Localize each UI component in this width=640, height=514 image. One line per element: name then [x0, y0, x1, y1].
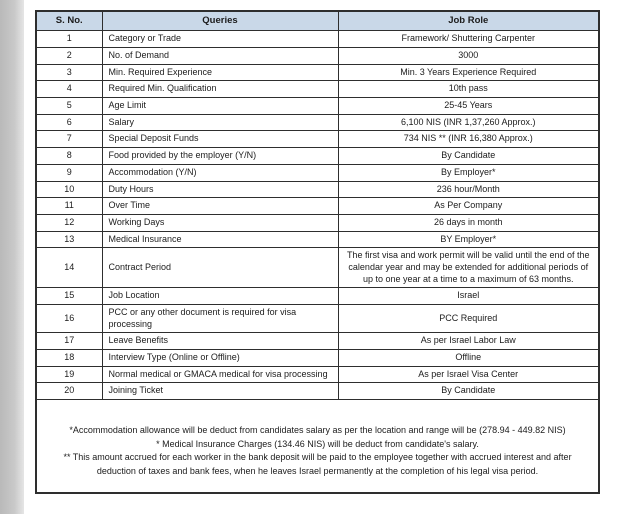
row-job-role-value: By Employer*	[338, 164, 599, 181]
row-query: Category or Trade	[102, 31, 338, 48]
table-row	[36, 48, 599, 65]
row-job-role-value: BY Employer*	[338, 231, 599, 248]
row-query: Salary	[102, 114, 338, 131]
row-query: Interview Type (Online or Offline)	[102, 350, 338, 367]
row-query: No. of Demand	[102, 48, 338, 65]
row-job-role-value: As Per Company	[338, 198, 599, 215]
column-header-sno: S. No.	[36, 11, 102, 31]
row-serial-number: 13	[36, 231, 102, 248]
row-serial-number: 19	[36, 366, 102, 383]
row-serial-number: 4	[36, 81, 102, 98]
row-serial-number: 10	[36, 181, 102, 198]
table-row	[36, 366, 599, 383]
row-query: Medical Insurance	[102, 231, 338, 248]
row-query: PCC or any other document is required for visa processing	[102, 305, 338, 333]
footnote-medical-insurance: * Medical Insurance Charges (134.46 NIS) will be deduct from candidate's salary.	[156, 438, 479, 449]
row-query: Duty Hours	[102, 181, 338, 198]
row-serial-number: 6	[36, 114, 102, 131]
table-header	[36, 11, 599, 31]
row-job-role-value: By Candidate	[338, 383, 599, 400]
row-serial-number: 9	[36, 164, 102, 181]
row-job-role-value: Offline	[338, 350, 599, 367]
row-serial-number: 12	[36, 214, 102, 231]
row-job-role-value: 6,100 NIS (INR 1,37,260 Approx.)	[338, 114, 599, 131]
row-serial-number: 2	[36, 48, 102, 65]
row-job-role-value: 25-45 Years	[338, 98, 599, 115]
row-job-role-value: PCC Required	[338, 305, 599, 333]
row-query: Contract Period	[102, 248, 338, 288]
row-job-role-value: 236 hour/Month	[338, 181, 599, 198]
table-row	[36, 231, 599, 248]
row-serial-number: 18	[36, 350, 102, 367]
document-page	[24, 0, 640, 514]
row-job-role-value: As per Israel Visa Center	[338, 366, 599, 383]
table-row	[36, 164, 599, 181]
table-row	[36, 148, 599, 165]
table-row	[36, 214, 599, 231]
row-job-role-value: By Candidate	[338, 148, 599, 165]
footnotes-row	[36, 400, 599, 494]
footnote-deposit-refund: ** This amount accrued for each worker in the bank deposit will be paid to the employee together with accrued interest and after deduction of taxes and bank fees, when he leaves Israel permanently at the completion of his legal visa period.	[63, 452, 572, 476]
row-serial-number: 8	[36, 148, 102, 165]
column-header-queries: Queries	[102, 11, 338, 31]
row-job-role-value: The first visa and work permit will be valid until the end of the calendar year and may be extended for additional periods of up to one year at a time to a maximum of 63 months.	[338, 248, 599, 288]
row-query: Food provided by the employer (Y/N)	[102, 148, 338, 165]
row-serial-number: 1	[36, 31, 102, 48]
header-row	[36, 11, 599, 31]
table-row	[36, 350, 599, 367]
row-query: Working Days	[102, 214, 338, 231]
job-details-table	[35, 10, 600, 494]
row-job-role-value: As per Israel Labor Law	[338, 333, 599, 350]
table-row	[36, 333, 599, 350]
table-row	[36, 181, 599, 198]
row-query: Special Deposit Funds	[102, 131, 338, 148]
row-query: Joining Ticket	[102, 383, 338, 400]
row-query: Min. Required Experience	[102, 64, 338, 81]
row-serial-number: 11	[36, 198, 102, 215]
row-query: Required Min. Qualification	[102, 81, 338, 98]
row-query: Job Location	[102, 288, 338, 305]
row-serial-number: 20	[36, 383, 102, 400]
table-row	[36, 114, 599, 131]
row-job-role-value: 10th pass	[338, 81, 599, 98]
column-header-job-role: Job Role	[338, 11, 599, 31]
row-query: Over Time	[102, 198, 338, 215]
row-job-role-value: 3000	[338, 48, 599, 65]
footnotes-cell	[36, 400, 599, 494]
table-row	[36, 288, 599, 305]
table-row	[36, 81, 599, 98]
row-serial-number: 3	[36, 64, 102, 81]
row-serial-number: 17	[36, 333, 102, 350]
table-row	[36, 64, 599, 81]
table-row	[36, 131, 599, 148]
row-serial-number: 5	[36, 98, 102, 115]
row-serial-number: 16	[36, 305, 102, 333]
row-job-role-value: Min. 3 Years Experience Required	[338, 64, 599, 81]
row-job-role-value: 734 NIS ** (INR 16,380 Approx.)	[338, 131, 599, 148]
row-serial-number: 15	[36, 288, 102, 305]
table-body	[36, 31, 599, 400]
row-serial-number: 14	[36, 248, 102, 288]
table-row	[36, 198, 599, 215]
table-footer	[36, 400, 599, 494]
page-edge-shadow	[0, 0, 24, 514]
row-query: Accommodation (Y/N)	[102, 164, 338, 181]
row-job-role-value: Framework/ Shuttering Carpenter	[338, 31, 599, 48]
row-job-role-value: Israel	[338, 288, 599, 305]
row-query: Leave Benefits	[102, 333, 338, 350]
table-row	[36, 305, 599, 333]
row-job-role-value: 26 days in month	[338, 214, 599, 231]
table-row	[36, 248, 599, 288]
row-serial-number: 7	[36, 131, 102, 148]
table-row	[36, 383, 599, 400]
footnote-accommodation: *Accommodation allowance will be deduct from candidates salary as per the location and range will be (278.94 - 449.82 NIS)	[69, 425, 566, 436]
row-query: Age Limit	[102, 98, 338, 115]
table-row	[36, 31, 599, 48]
table-row	[36, 98, 599, 115]
row-query: Normal medical or GMACA medical for visa processing	[102, 366, 338, 383]
